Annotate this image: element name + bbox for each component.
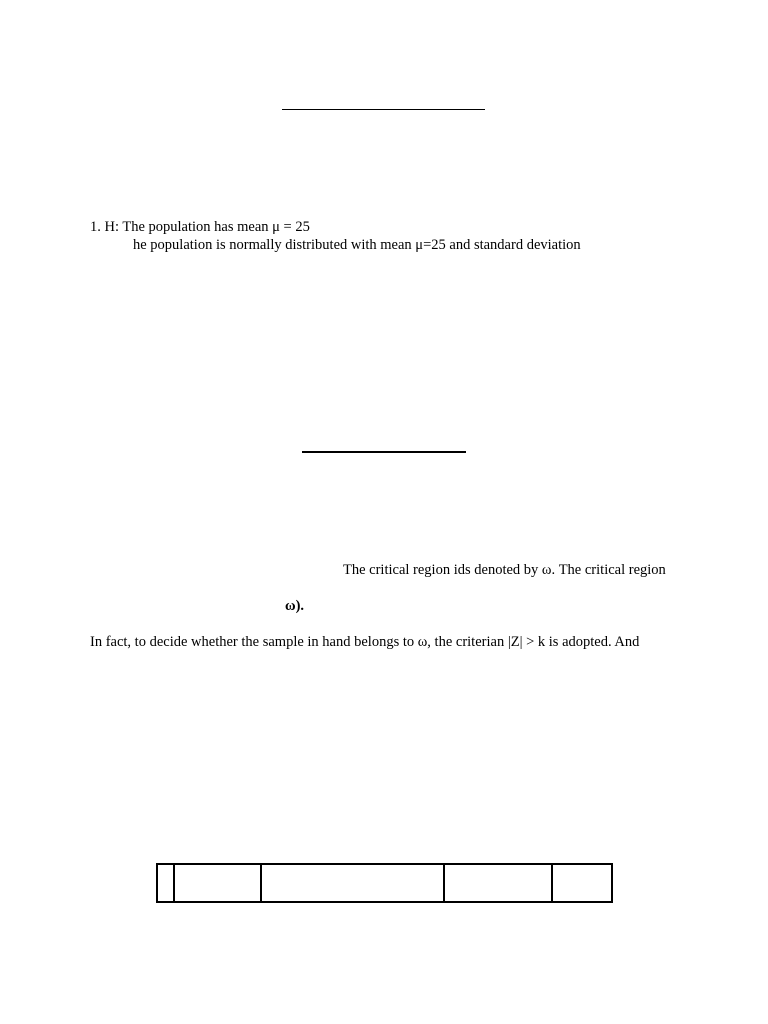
- criterion-text: In fact, to decide whether the sample in hand belongs to ω, the criterian |Z| > k is adopted. And: [90, 634, 640, 650]
- table-cell: [156, 863, 175, 903]
- empty-table: [156, 863, 613, 903]
- table-row: [156, 863, 613, 903]
- table-cell: [175, 863, 262, 903]
- critical-region-close: ω).: [285, 598, 305, 614]
- middle-rule: [302, 451, 466, 453]
- hypothesis-line: 1. H: The population has mean μ = 25: [90, 219, 310, 235]
- table-cell: [553, 863, 613, 903]
- critical-region-text: The critical region ids denoted by ω. The critical region: [343, 562, 666, 578]
- population-description: he population is normally distributed with mean μ=25 and standard deviation: [133, 237, 581, 253]
- table-cell: [262, 863, 445, 903]
- top-rule: [282, 109, 485, 110]
- table-cell: [445, 863, 553, 903]
